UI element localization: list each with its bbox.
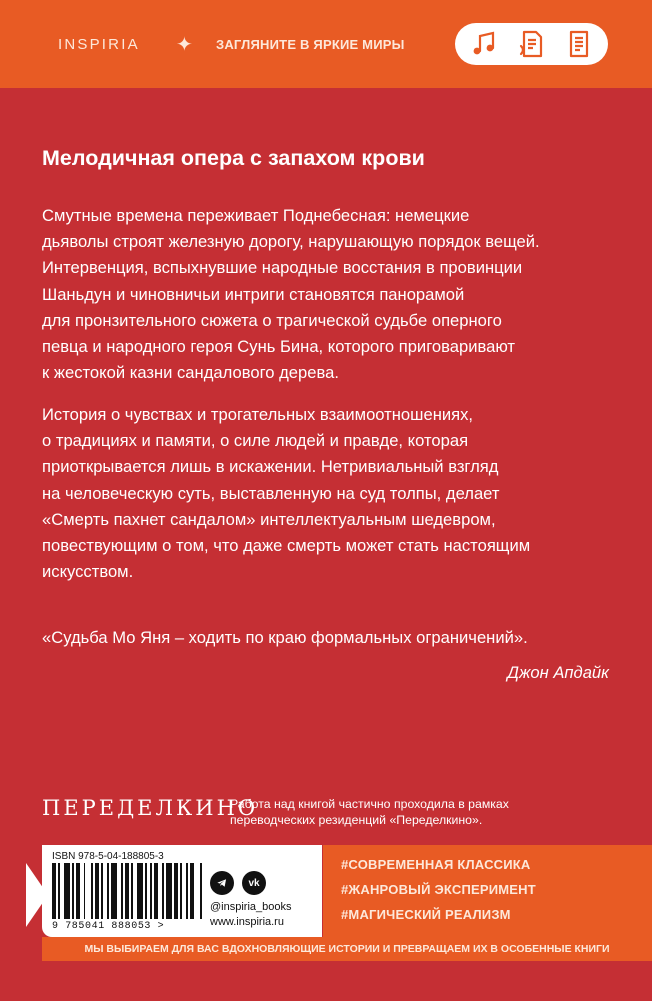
genre-tags-panel (323, 845, 652, 937)
text-line: «Смерть пахнет сандалом» интеллектуальным шедевром, (42, 509, 496, 529)
text-line: переводческих резиденций «Переделкино». (230, 813, 483, 827)
music-note-icon (468, 27, 502, 61)
text-line: о традициях и памяти, о силе людей и правде, которая (42, 431, 469, 451)
genre-tag: #СОВРЕМЕННАЯ КЛАССИКА (341, 857, 531, 872)
residency-note (230, 796, 560, 828)
isbn-number: ISBN 978-5-04-188805-3 (52, 851, 164, 862)
description-paragraph-1 (42, 203, 617, 386)
brand-slogan: ЗАГЛЯНИТЕ В ЯРКИЕ МИРЫ (216, 37, 405, 52)
vk-icon[interactable]: vk (242, 871, 266, 895)
text-line: певца и народного героя Сунь Бина, которого приговаривают (42, 337, 516, 357)
text-line: Интервенция, вспыхнувшие народные восстания в провинции (42, 258, 523, 278)
genre-tag: #МАГИЧЕСКИЙ РЕАЛИЗМ (341, 907, 511, 922)
text-line: для пронзительного сюжета о трагической судьбе оперного (42, 310, 502, 330)
star-separator-icon: ✦ (176, 34, 193, 56)
text-line: Работа над книгой частично проходила в рамках (230, 797, 509, 811)
text-line: повествующим о том, что даже смерть может стать настоящим (42, 536, 531, 556)
description-paragraph-2 (42, 402, 617, 585)
text-line: Шаньдун и чиновничьи интриги становятся панорамой (42, 284, 465, 304)
barcode-digits: 9 785041 888053 > (52, 921, 165, 932)
critic-quote: «Судьба Мо Яня – ходить по краю формальных ограничений». (42, 628, 528, 647)
quote-author: Джон Апдайк (507, 663, 609, 682)
ebook-document-icon (562, 27, 596, 61)
audio-document-icon (515, 27, 549, 61)
text-line: к жестокой казни сандалового дерева. (42, 363, 339, 383)
publisher-motto: МЫ ВЫБИРАЕМ ДЛЯ ВАС ВДОХНОВЛЯЮЩИЕ ИСТОРИИ И ПРЕВРАЩАЕМ ИХ В ОСОБЕННЫЕ КНИГИ (42, 937, 652, 961)
text-line: дьяволы строят железную дорогу, нарушающую порядок вещей. (42, 232, 540, 252)
format-icons-pill (455, 23, 608, 65)
description-heading: Мелодичная опера с запахом крови (42, 146, 425, 170)
barcode (52, 863, 202, 919)
peredelkino-logo: ПЕРЕДЕЛКИНО (42, 796, 259, 820)
text-line: История о чувствах и трогательных взаимоотношениях, (42, 405, 474, 424)
text-line: Смутные времена переживает Поднебесная: немецкие (42, 206, 470, 225)
brand-logo: INSPIRIA (58, 36, 140, 53)
text-line: на человеческую суть, выставленную на суд толпы, делает (42, 483, 500, 503)
barcode-panel (42, 845, 322, 937)
genre-tag: #ЖАНРОВЫЙ ЭКСПЕРИМЕНТ (341, 882, 536, 897)
social-handle[interactable]: @inspiria_books (210, 901, 292, 913)
website-link[interactable]: www.inspiria.ru (210, 916, 284, 928)
text-line: приоткрывается лишь в искажении. Нетривиальный взгляд (42, 457, 499, 477)
text-line: искусством. (42, 562, 134, 582)
telegram-icon[interactable] (210, 871, 234, 895)
barcode-bar (200, 863, 202, 919)
